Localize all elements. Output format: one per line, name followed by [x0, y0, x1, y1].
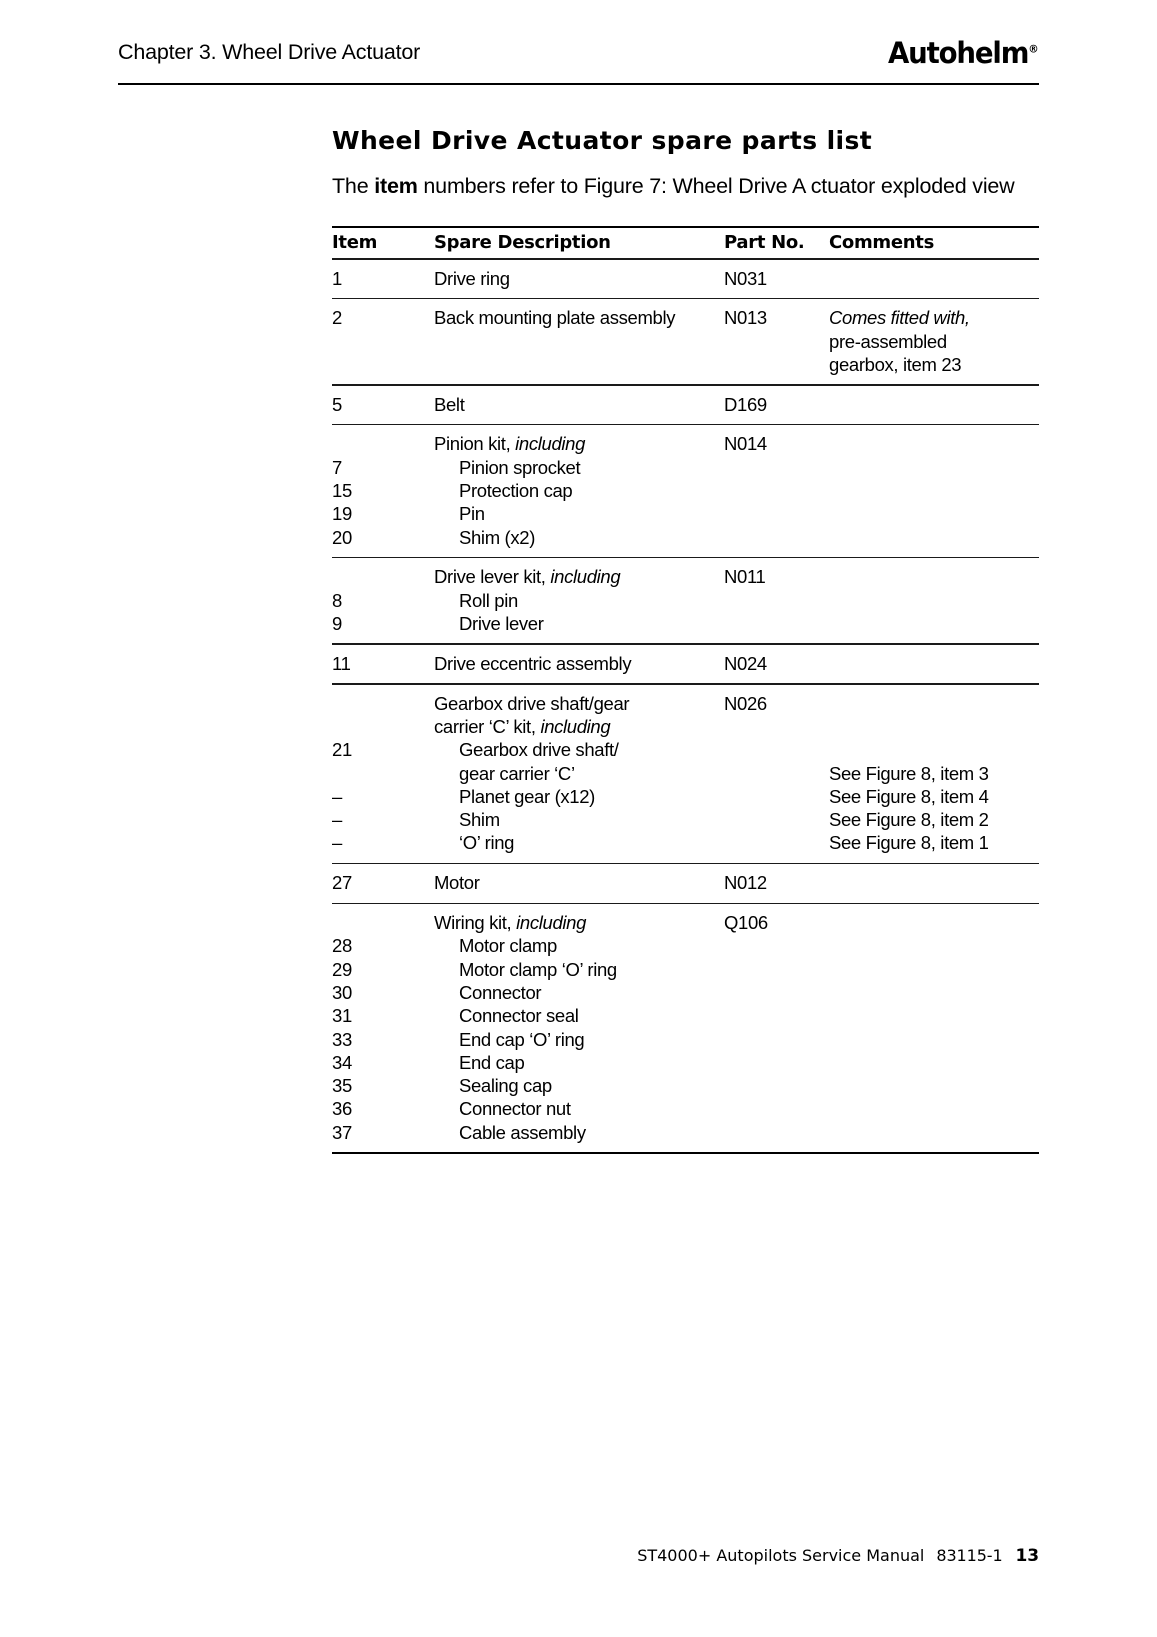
table-row	[332, 652, 1039, 675]
cell-comment: See Figure 8, item 3	[829, 762, 989, 784]
page-subtitle	[332, 174, 1015, 199]
cell-item-number: 7	[332, 456, 342, 478]
cell-item-number: 15	[332, 480, 352, 502]
table-row-line	[332, 393, 1039, 416]
subtitle-pre: The	[332, 174, 375, 198]
row-spacer	[332, 635, 1039, 643]
cell-item-number: 35	[332, 1075, 352, 1097]
cell-part-number: N011	[724, 566, 766, 588]
column-header-comments: Comments	[829, 232, 935, 253]
table-row-line	[332, 432, 1039, 455]
cell-spare-description: Gearbox drive shaft/	[459, 739, 619, 761]
table-row-line	[332, 785, 1039, 808]
spare-parts-table	[332, 226, 1039, 1154]
cell-part-number: N026	[724, 692, 767, 714]
subtitle-post: numbers refer to Figure 7: Wheel Drive A ctuator exploded view	[417, 174, 1015, 198]
cell-spare-description: Drive ring	[434, 267, 510, 289]
table-row-line	[332, 762, 1039, 785]
table-header-line	[332, 228, 1039, 258]
cell-spare-description: Pin	[459, 503, 485, 525]
cell-item-number: –	[332, 809, 342, 831]
autohelm-logo	[888, 36, 1039, 70]
table-row-line	[332, 692, 1039, 715]
table-row-line	[332, 330, 1039, 353]
registered-trademark-icon: ®	[1028, 42, 1039, 56]
cell-item-number: 11	[332, 652, 351, 674]
row-spacer	[332, 386, 1039, 393]
emphasis-text: including	[540, 715, 611, 737]
cell-spare-description: gear carrier ‘C’	[459, 762, 575, 784]
table-row-line	[332, 911, 1039, 934]
cell-item-number: 19	[332, 503, 352, 525]
row-spacer	[332, 904, 1039, 911]
table-row-line	[332, 981, 1039, 1004]
cell-part-number: Q106	[724, 912, 768, 934]
cell-item-number: 5	[332, 393, 342, 415]
brand-name: Autohelm	[888, 36, 1029, 70]
footer-page-number: 13	[1015, 1546, 1039, 1566]
cell-spare-description: Planet gear (x12)	[459, 785, 595, 807]
table-row	[332, 393, 1039, 416]
cell-spare-description: Cable assembly	[459, 1121, 586, 1143]
table-header-row	[332, 228, 1039, 258]
cell-item-number: 31	[332, 1005, 352, 1027]
table-row-line	[332, 1051, 1039, 1074]
cell-item-number: 33	[332, 1028, 352, 1050]
cell-spare-description: ‘O’ ring	[459, 832, 515, 854]
cell-spare-description: End cap ‘O’ ring	[459, 1028, 585, 1050]
cell-spare-description: End cap	[459, 1051, 525, 1073]
row-spacer	[332, 864, 1039, 871]
cell-part-number: N014	[724, 433, 767, 455]
cell-item-number: –	[332, 832, 342, 854]
row-spacer	[332, 855, 1039, 863]
table-row-line	[332, 526, 1039, 549]
cell-part-number: N013	[724, 307, 767, 329]
emphasis-text: Comes fitted with,	[829, 307, 970, 329]
table-row-line	[332, 1074, 1039, 1097]
table-bottom-border	[332, 1152, 1039, 1154]
cell-item-number: 37	[332, 1121, 352, 1143]
page-footer	[637, 1546, 1039, 1566]
cell-item-number: 30	[332, 981, 352, 1003]
cell-comment: See Figure 8, item 4	[829, 785, 989, 807]
table-row-line	[332, 612, 1039, 635]
table-row	[332, 871, 1039, 894]
cell-comment: See Figure 8, item 1	[829, 832, 989, 854]
row-spacer	[332, 376, 1039, 384]
row-spacer	[332, 425, 1039, 432]
table-row-line	[332, 479, 1039, 502]
cell-item-number: 9	[332, 613, 342, 635]
table-row-line	[332, 306, 1039, 329]
cell-comment: gearbox, item 23	[829, 353, 962, 375]
cell-spare-description: Shim (x2)	[459, 526, 535, 548]
row-spacer	[332, 416, 1039, 424]
cell-spare-description: Connector seal	[459, 1005, 579, 1027]
cell-spare-description: Pinion sprocket	[459, 456, 581, 478]
table-row-line	[332, 589, 1039, 612]
table-row-line	[332, 1004, 1039, 1027]
footer-document-number: 83115-1	[936, 1546, 1003, 1565]
cell-part-number: N012	[724, 872, 767, 894]
column-header-spare-description: Spare Description	[434, 232, 611, 253]
cell-comment	[829, 306, 970, 329]
cell-spare-description: Back mounting plate assembly	[434, 307, 676, 329]
cell-spare-description: Motor	[434, 872, 480, 894]
table-row-line	[332, 353, 1039, 376]
chapter-heading: Chapter 3. Wheel Drive Actuator	[118, 40, 421, 64]
cell-item-number: 28	[332, 935, 352, 957]
cell-spare-description: Motor clamp ‘O’ ring	[459, 958, 617, 980]
cell-spare-description: Connector nut	[459, 1098, 571, 1120]
table-row-line	[332, 456, 1039, 479]
row-spacer	[332, 645, 1039, 652]
table-row-line	[332, 1028, 1039, 1051]
column-header-part-no: Part No.	[724, 232, 805, 253]
cell-spare-description: Belt	[434, 393, 465, 415]
cell-spare-description: Protection cap	[459, 480, 573, 502]
table-row-line	[332, 715, 1039, 738]
cell-item-number: –	[332, 785, 342, 807]
table-row-line	[332, 652, 1039, 675]
cell-spare-description: Gearbox drive shaft/gear	[434, 692, 630, 714]
cell-spare-description: Drive lever kit, including	[434, 566, 621, 588]
row-spacer	[332, 290, 1039, 298]
table-row	[332, 306, 1039, 376]
row-spacer	[332, 558, 1039, 565]
cell-item-number: 21	[332, 739, 352, 761]
row-spacer	[332, 675, 1039, 683]
table-row-line	[332, 1097, 1039, 1120]
table-row-line	[332, 738, 1039, 761]
table-row-line	[332, 1121, 1039, 1144]
row-spacer	[332, 299, 1039, 306]
subtitle-emphasis: item	[374, 174, 418, 198]
cell-part-number: N024	[724, 652, 767, 674]
table-row	[332, 432, 1039, 548]
cell-spare-description: Pinion kit, including	[434, 433, 586, 455]
cell-spare-description: carrier ‘C’ kit, including	[434, 715, 611, 737]
cell-item-number: 2	[332, 307, 342, 329]
table-row-line	[332, 267, 1039, 290]
cell-spare-description: Drive lever	[459, 613, 544, 635]
row-spacer	[332, 685, 1039, 692]
table-row-line	[332, 871, 1039, 894]
table-row	[332, 692, 1039, 855]
cell-item-number: 20	[332, 526, 352, 548]
row-spacer	[332, 1144, 1039, 1152]
cell-spare-description: Shim	[459, 809, 500, 831]
table-row-line	[332, 831, 1039, 854]
cell-item-number: 36	[332, 1098, 352, 1120]
row-spacer	[332, 260, 1039, 267]
emphasis-text: including	[515, 433, 586, 455]
cell-part-number: D169	[724, 393, 767, 415]
footer-manual-title: ST4000+ Autopilots Service Manual	[637, 1546, 925, 1565]
row-spacer	[332, 895, 1039, 903]
table-row-line	[332, 565, 1039, 588]
row-spacer	[332, 549, 1039, 557]
cell-spare-description: Sealing cap	[459, 1075, 552, 1097]
table-row	[332, 565, 1039, 635]
cell-spare-description: Motor clamp	[459, 935, 557, 957]
table-row-line	[332, 808, 1039, 831]
page-header	[118, 36, 1039, 84]
cell-comment: pre-assembled	[829, 330, 947, 352]
cell-spare-description: Wiring kit, including	[434, 912, 587, 934]
table-row-line	[332, 934, 1039, 957]
cell-item-number: 29	[332, 958, 352, 980]
table-row-line	[332, 502, 1039, 525]
table-row	[332, 267, 1039, 290]
cell-spare-description: Drive eccentric assembly	[434, 652, 632, 674]
cell-item-number: 1	[332, 267, 342, 289]
cell-part-number: N031	[724, 267, 767, 289]
table-row-line	[332, 958, 1039, 981]
cell-item-number: 27	[332, 872, 352, 894]
table-row	[332, 911, 1039, 1144]
cell-comment: See Figure 8, item 2	[829, 809, 989, 831]
emphasis-text: including	[516, 912, 587, 934]
cell-item-number: 34	[332, 1051, 352, 1073]
column-header-item: Item	[332, 232, 378, 253]
cell-spare-description: Roll pin	[459, 589, 518, 611]
cell-item-number: 8	[332, 589, 342, 611]
header-divider	[118, 83, 1039, 85]
cell-spare-description: Connector	[459, 981, 542, 1003]
emphasis-text: including	[550, 566, 621, 588]
page-title: Wheel Drive Actuator spare parts list	[332, 126, 873, 155]
